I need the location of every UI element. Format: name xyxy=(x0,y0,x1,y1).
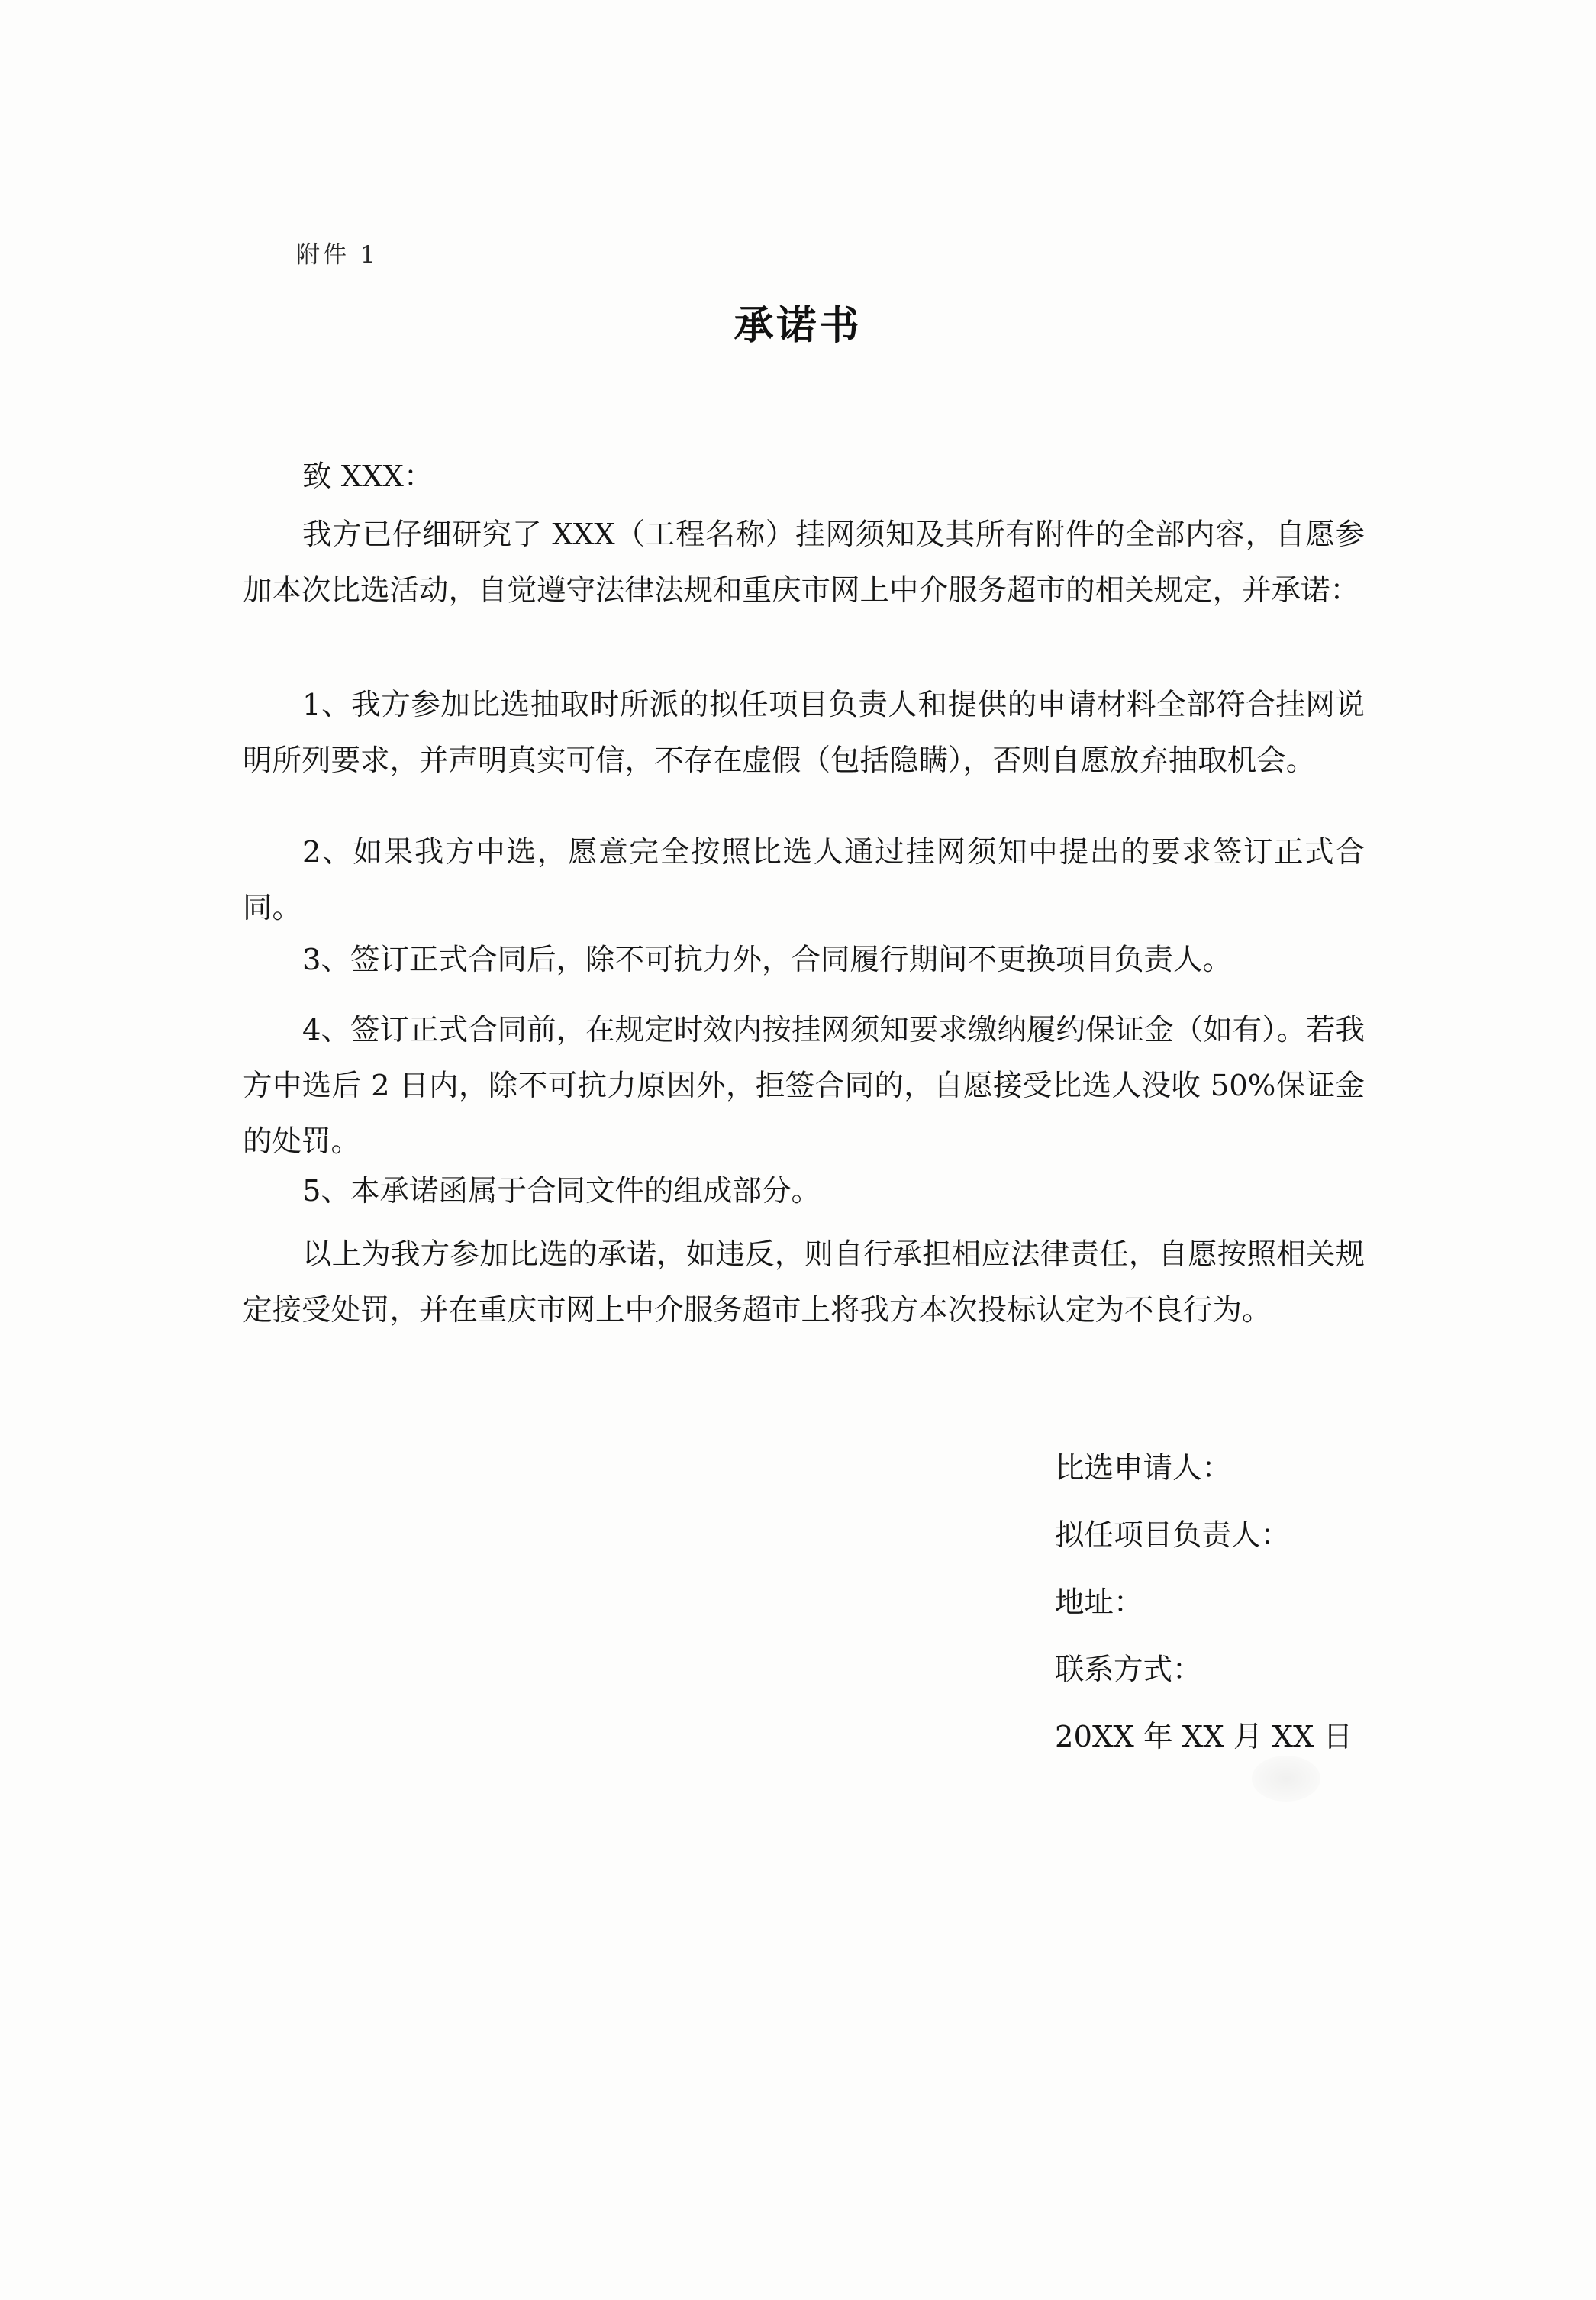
attachment-label: 附件 1 xyxy=(296,241,379,269)
document-title: 承诺书 xyxy=(734,302,862,349)
commitment-item-3: 3、签订正式合同后，除不可抗力外，合同履行期间不更换项目负责人。 xyxy=(302,943,1232,977)
closing-paragraph: 以上为我方参加比选的承诺，如违反，则自行承担相应法律责任，自愿按照相关规定接受处罚，并在重庆市网上中介服务超市上将我方本次投标认定为不良行为。 xyxy=(243,1237,1365,1327)
contact-line: 联系方式： xyxy=(1055,1653,1202,1687)
project-leader-line: 拟任项目负责人： xyxy=(1055,1518,1291,1553)
commitment-item-4: 4、签订正式合同前，在规定时效内按挂网须知要求缴纳履约保证金（如有）。若我方中选后 2 日内，除不可抗力原因外，拒签合同的，自愿接受比选人没收 50%保证金的处罚。 xyxy=(243,1013,1365,1159)
commitment-item-5: 5、本承诺函属于合同文件的组成部分。 xyxy=(302,1174,821,1208)
intro-paragraph: 我方已仔细研究了 XXX（工程名称）挂网须知及其所有附件的全部内容，自愿参加本次比选活动，自觉遵守法律法规和重庆市网上中介服务超市的相关规定，并承诺： xyxy=(243,518,1365,608)
salutation: 致 XXX： xyxy=(302,460,434,494)
scan-smudge xyxy=(1252,1756,1320,1802)
applicant-line: 比选申请人： xyxy=(1055,1451,1232,1485)
commitment-item-2: 2、如果我方中选，愿意完全按照比选人通过挂网须知中提出的要求签订正式合同。 xyxy=(243,835,1365,925)
date-line: 20XX 年 XX 月 XX 日 xyxy=(1055,1720,1353,1754)
commitment-item-1: 1、我方参加比选抽取时所派的拟任项目负责人和提供的申请材料全部符合挂网说明所列要求，并声明真实可信，不存在虚假（包括隐瞒），否则自愿放弃抽取机会。 xyxy=(243,688,1365,778)
address-line: 地址： xyxy=(1055,1585,1143,1620)
signature-block xyxy=(1055,1435,1353,1771)
